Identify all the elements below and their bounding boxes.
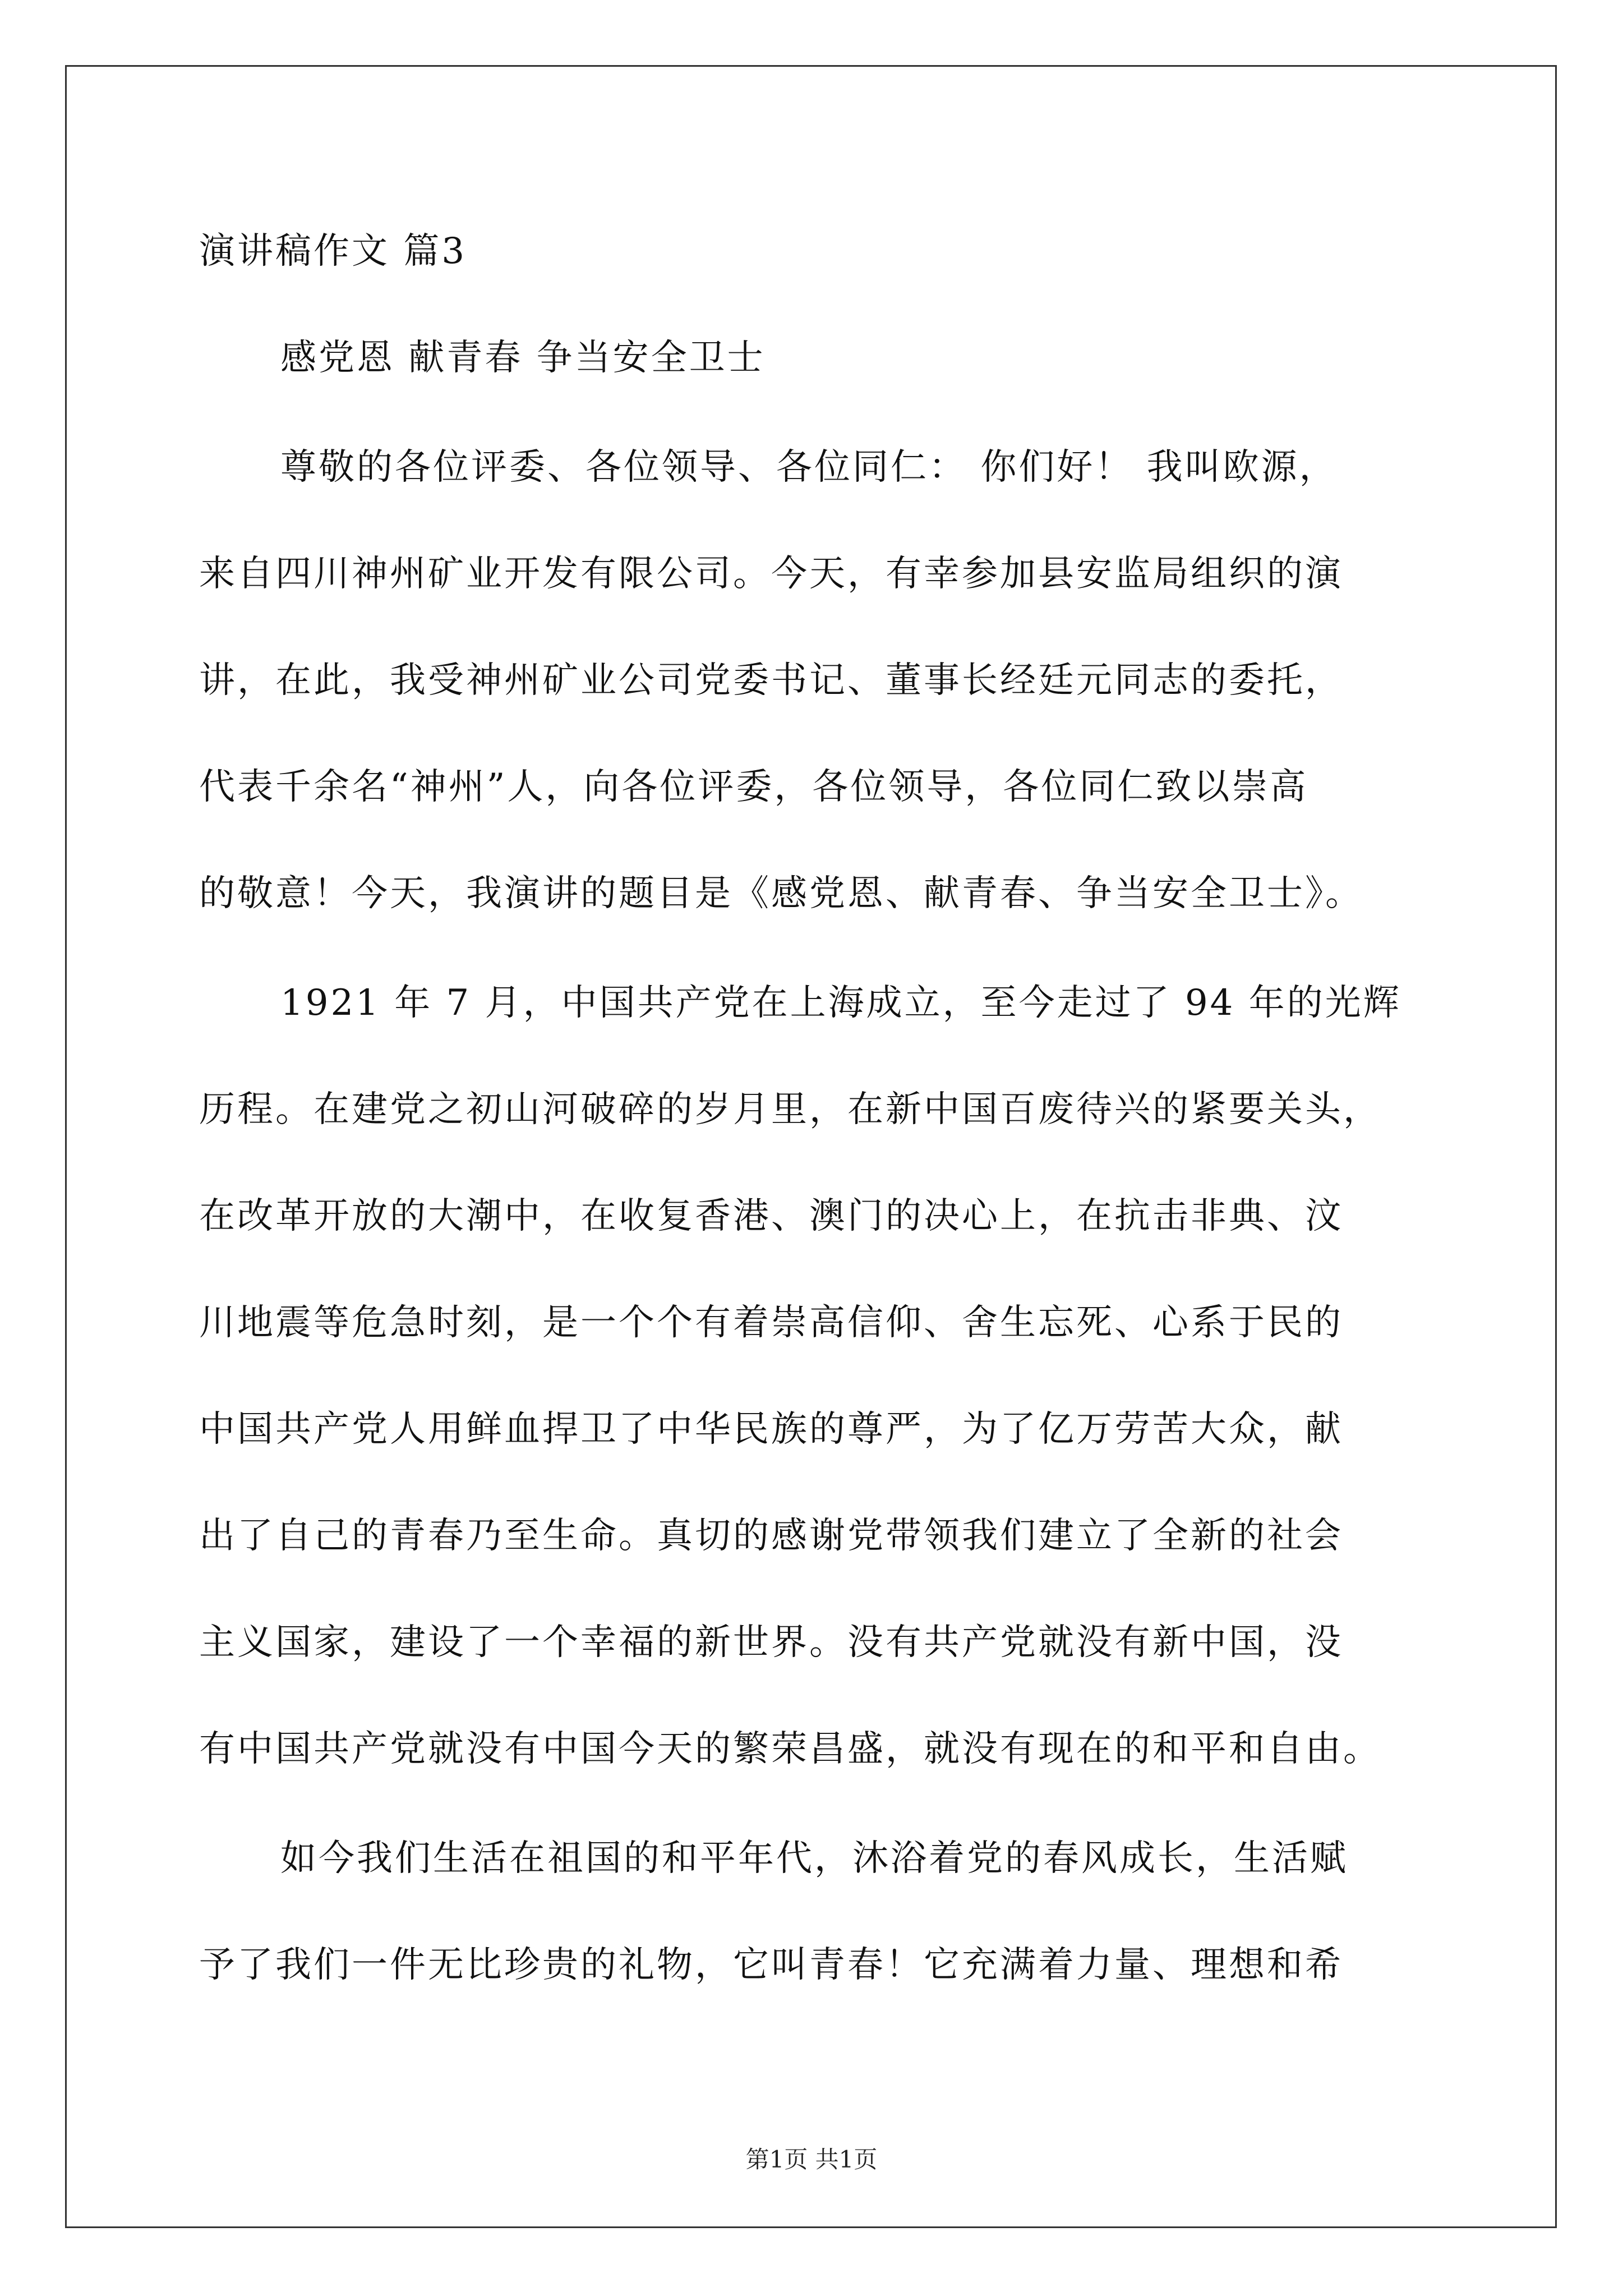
body-line: 在改革开放的大潮中，在收复香港、澳门的决心上，在抗击非典、汶 xyxy=(199,1195,1343,1237)
page-border xyxy=(65,65,1557,2228)
body-line: 尊敬的各位评委、各位领导、各位同仁： 你们好！ 我叫欧源， xyxy=(280,447,1338,488)
body-line: 川地震等危急时刻，是一个个有着崇高信仰、舍生忘死、心系于民的 xyxy=(199,1302,1343,1343)
document-heading: 演讲稿作文 篇3 xyxy=(199,231,467,272)
body-line: 代表千余名“神州”人，向各位评委，各位领导，各位同仁致以崇高 xyxy=(199,766,1308,808)
body-line: 中国共产党人用鲜血捍卫了中华民族的尊严，为了亿万劳苦大众，献 xyxy=(199,1409,1343,1450)
body-line: 的敬意！今天，我演讲的题目是《感党恩、献青春、争当安全卫士》。 xyxy=(199,873,1363,914)
body-line: 予了我们一件无比珍贵的礼物，它叫青春！它充满着力量、理想和希 xyxy=(199,1944,1343,1986)
body-line: 出了自己的青春乃至生命。真切的感谢党带领我们建立了全新的社会 xyxy=(199,1515,1343,1557)
body-line: 主义国家，建设了一个幸福的新世界。没有共产党就没有新中国，没 xyxy=(199,1622,1343,1663)
body-line: 如今我们生活在祖国的和平年代，沐浴着党的春风成长，生活赋 xyxy=(280,1838,1348,1879)
page-footer: 第1页 共1页 xyxy=(745,2146,878,2173)
speech-title: 感党恩 献青春 争当安全卫士 xyxy=(280,337,766,379)
body-line: 历程。在建党之初山河破碎的岁月里，在新中国百废待兴的紧要关头， xyxy=(199,1089,1381,1130)
body-line: 1921 年 7 月，中国共产党在上海成立，至今走过了 94 年的光辉 xyxy=(280,982,1401,1024)
body-line: 有中国共产党就没有中国今天的繁荣昌盛，就没有现在的和平和自由。 xyxy=(199,1728,1381,1770)
body-line: 讲，在此，我受神州矿业公司党委书记、董事长经廷元同志的委托， xyxy=(199,660,1343,701)
body-line: 来自四川神州矿业开发有限公司。今天，有幸参加县安监局组织的演 xyxy=(199,553,1343,595)
